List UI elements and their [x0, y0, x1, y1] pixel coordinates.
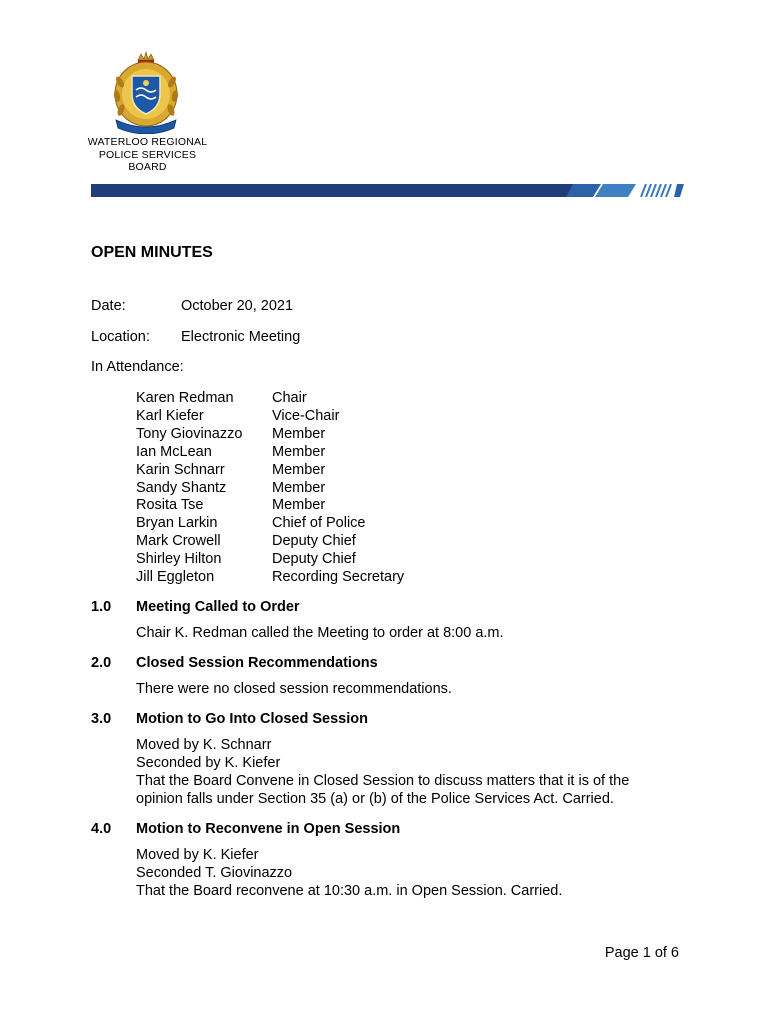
police-board-crest-icon: [108, 50, 184, 134]
attendee-row: [136, 444, 404, 462]
section-title: Motion to Reconvene in Open Session: [136, 821, 401, 837]
section-title: Meeting Called to Order: [136, 599, 300, 615]
section-line: Chair K. Redman called the Meeting to order at 8:00 a.m.: [136, 625, 504, 641]
attendee-name: Rosita Tse: [136, 497, 204, 514]
attendance-label: In Attendance:: [91, 359, 184, 375]
date-value: October 20, 2021: [181, 298, 294, 314]
attendee-list: [136, 390, 404, 587]
attendee-role: Deputy Chief: [272, 551, 356, 568]
section-number: 4.0: [91, 821, 112, 837]
attendee-name: Shirley Hilton: [136, 551, 222, 568]
attendee-row: [136, 551, 404, 569]
attendee-name: Bryan Larkin: [136, 515, 218, 532]
attendee-name: Jill Eggleton: [136, 569, 215, 586]
section-line: There were no closed session recommendations.: [136, 681, 452, 697]
section-line: Moved by K. Kiefer: [136, 847, 259, 863]
location-label: Location:: [91, 329, 150, 345]
section-body: [136, 681, 696, 699]
org-line: WATERLOO REGIONAL: [87, 136, 208, 148]
attendee-row: [136, 497, 404, 515]
attendee-role: Member: [272, 425, 326, 442]
section-line: opinion falls under Section 35 (a) or (b) of the Police Services Act. Carried.: [136, 790, 614, 807]
attendee-name: Karen Redman: [136, 390, 234, 406]
attendee-name: Tony Giovinazzo: [136, 425, 243, 442]
attendee-name: Ian McLean: [136, 443, 212, 460]
attendee-name: Karl Kiefer: [136, 407, 204, 424]
section-body: [136, 737, 696, 809]
date-label: Date:: [91, 298, 126, 314]
attendee-row: [136, 462, 404, 480]
section-line: That the Board reconvene at 10:30 a.m. in Open Session. Carried.: [136, 882, 563, 899]
attendee-role: Deputy Chief: [272, 533, 356, 550]
attendee-row: [136, 533, 404, 551]
section-number: 1.0: [91, 599, 112, 615]
section-body: [136, 625, 696, 643]
location-value: Electronic Meeting: [181, 329, 301, 345]
attendee-role: Member: [272, 497, 326, 514]
org-line: POLICE SERVICES: [98, 148, 197, 161]
attendee-role: Member: [272, 479, 326, 496]
section-number: 2.0: [91, 655, 112, 671]
attendee-row: [136, 515, 404, 533]
page-number: Page 1 of 6: [604, 945, 679, 961]
attendee-role: Recording Secretary: [272, 569, 405, 586]
section-body: [136, 847, 696, 901]
attendee-row: [136, 480, 404, 498]
section-line: Moved by K. Schnarr: [136, 737, 272, 753]
section-line: That the Board Convene in Closed Session to discuss matters that it is of the: [136, 772, 630, 789]
section-line: Seconded T. Giovinazzo: [136, 864, 293, 881]
organization-name: [70, 136, 225, 174]
attendee-row: [136, 408, 404, 426]
location-row: [91, 329, 301, 345]
attendee-name: Sandy Shantz: [136, 479, 227, 496]
org-line: BOARD: [128, 161, 167, 173]
attendee-row: [136, 426, 404, 444]
attendee-role: Chief of Police: [272, 515, 366, 532]
section-title: Closed Session Recommendations: [136, 655, 378, 671]
header-banner: [91, 184, 684, 197]
attendee-name: Karin Schnarr: [136, 461, 225, 478]
section-line: Seconded by K. Kiefer: [136, 754, 281, 771]
attendee-role: Member: [272, 461, 326, 478]
attendee-role: Vice-Chair: [272, 407, 340, 424]
date-row: [91, 298, 294, 314]
section-title: Motion to Go Into Closed Session: [136, 711, 368, 727]
attendee-row: [136, 569, 404, 587]
page-title: OPEN MINUTES: [91, 244, 213, 261]
attendee-role: Member: [272, 443, 326, 460]
attendee-row: [136, 390, 404, 408]
attendee-role: Chair: [272, 390, 307, 406]
attendee-name: Mark Crowell: [136, 533, 221, 550]
section-number: 3.0: [91, 711, 112, 727]
